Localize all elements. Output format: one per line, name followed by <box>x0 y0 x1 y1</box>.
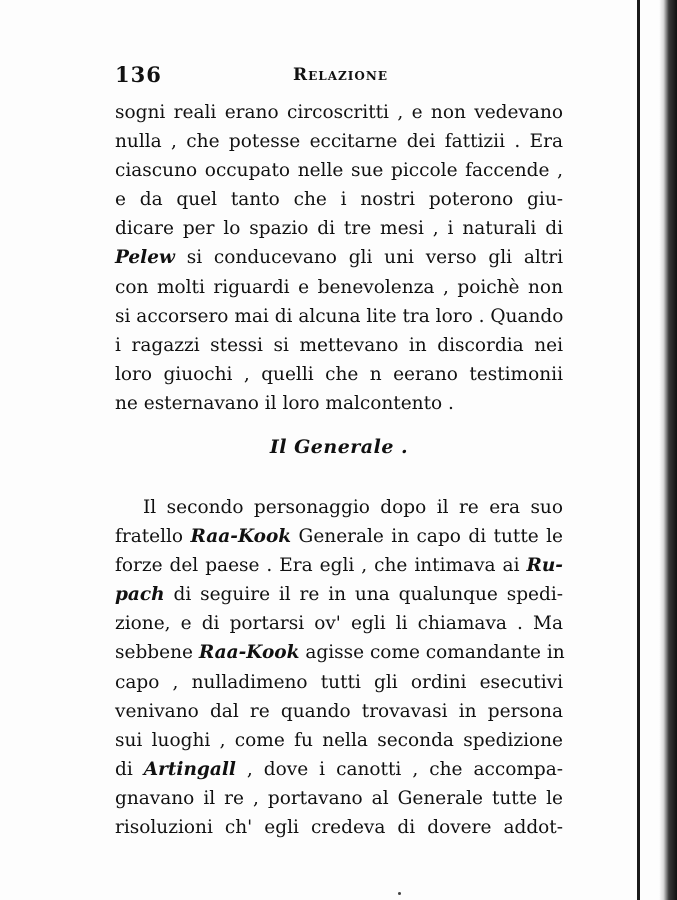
text-line <box>115 522 563 551</box>
page-header <box>115 62 560 90</box>
text-span: di <box>115 758 144 780</box>
italic-name: Raa-Kook <box>190 526 292 548</box>
text-span: agisse come comandante in <box>299 642 565 664</box>
italic-name: Raa-Kook <box>198 642 300 664</box>
text-line: sui luoghi , come fu nella seconda spedizione <box>115 729 563 751</box>
italic-place-name: Pelew <box>115 247 175 269</box>
text-line: dicare per lo spazio di tre mesi , i naturali di <box>115 218 563 240</box>
text-span: si conducevano gli uni verso gli altri <box>174 247 563 269</box>
italic-place-name: Artingall <box>143 758 236 780</box>
text-span: Generale in capo di tutte le <box>291 526 563 548</box>
text-line: gnavano il re , portavano al Generale tutte le <box>115 787 563 809</box>
italic-name: Ru- <box>526 555 563 577</box>
text-line: venivano dal re quando trovavasi in persona <box>115 700 563 722</box>
paragraph-2 <box>115 493 563 842</box>
running-head: Relazione <box>293 65 388 85</box>
text-line: zione, e di portarsi ov' egli li chiamava . Ma <box>115 613 563 635</box>
text-line <box>115 580 563 609</box>
text-span: , dove i canotti , che accompa- <box>235 758 564 780</box>
text-line: i ragazzi stessi si mettevano in discordia nei <box>115 334 563 356</box>
text-line: con molti riguardi e benevolenza , poichè non <box>115 276 563 298</box>
text-line: si accorsero mai di alcuna lite tra loro . Quando <box>115 305 564 327</box>
text-span: sebbene <box>115 642 199 664</box>
text-line <box>115 551 563 580</box>
paragraph-1 <box>115 98 563 418</box>
text-line: nulla , che potesse eccitarne dei fattizii . Era <box>115 131 563 153</box>
text-line: ne esternavano il loro malcontento . <box>115 392 454 414</box>
text-span: fratello <box>115 526 191 548</box>
text-line: capo , nulladimeno tutti gli ordini esecutivi <box>115 671 563 693</box>
paper-speck <box>398 892 401 895</box>
section-heading: Il Generale . <box>269 436 409 458</box>
text-span: di seguire il re in una qualunque spedi- <box>164 584 563 606</box>
page-number: 136 <box>115 62 162 87</box>
text-line <box>115 243 563 272</box>
text-line: e da quel tanto che i nostri poterono giu- <box>115 189 563 211</box>
text-line: loro giuochi , quelli che n eerano testimonii <box>115 363 563 385</box>
text-span: forze del paese . Era egli , che intimava ai <box>115 555 527 577</box>
text-line: sogni reali erano circoscritti , e non vedevano <box>115 102 563 123</box>
text-line <box>115 638 563 667</box>
text-line: Il secondo personaggio dopo il re era suo <box>143 497 563 518</box>
text-line: risoluzioni ch' egli credeva di dovere addot- <box>115 817 563 839</box>
text-line <box>115 755 563 784</box>
italic-name: pach <box>115 584 165 606</box>
binding-shadow <box>659 0 677 900</box>
binding-line <box>637 0 640 900</box>
text-line: ciascuno occupato nelle sue piccole faccende , <box>115 160 563 182</box>
